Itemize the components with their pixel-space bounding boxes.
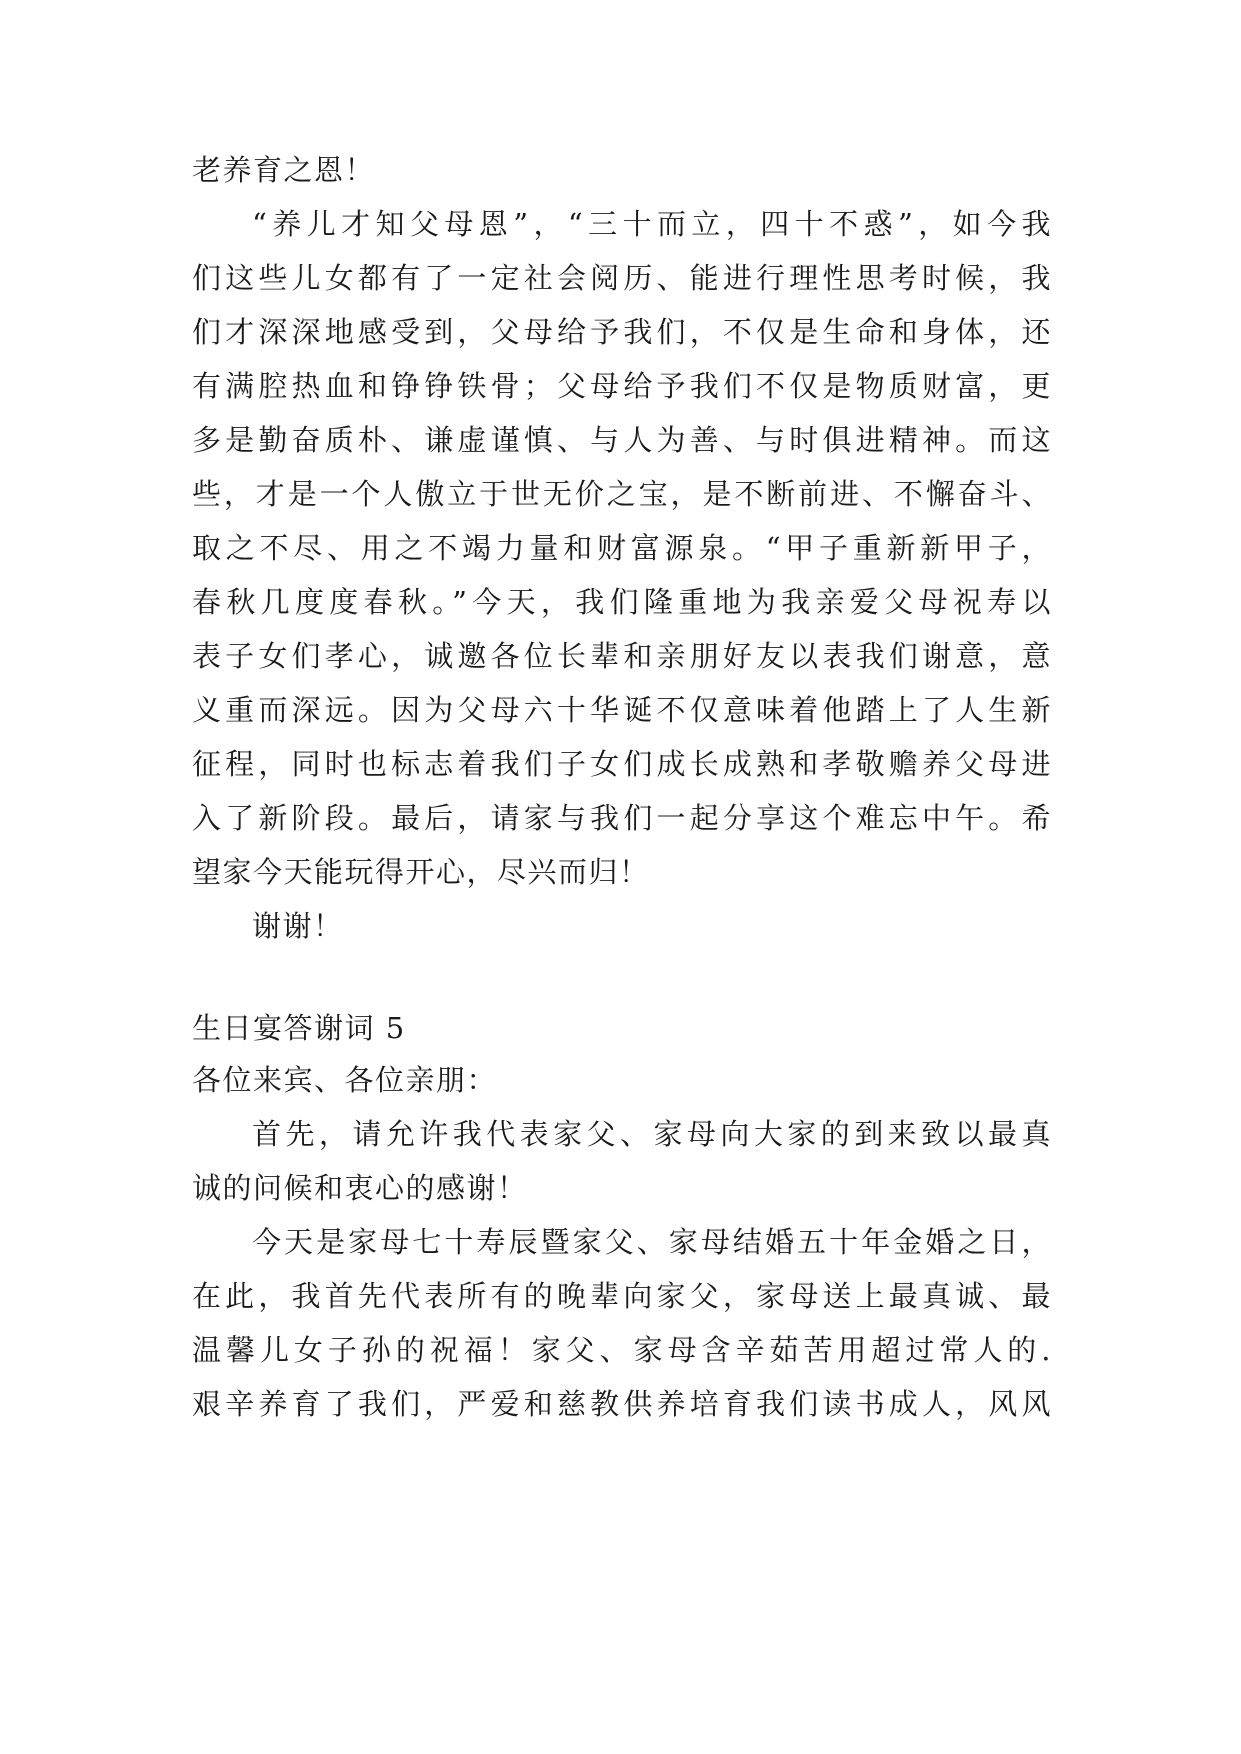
- paragraph-line: 今天是家母七十寿辰暨家父、家母结婚五十年金婚之日，: [252, 1225, 1052, 1259]
- paragraph-line: 艰辛养育了我们，严爱和慈教供养培育我们读书成人，风风: [192, 1387, 1052, 1421]
- paragraph-line: 老养育之恩！: [192, 153, 376, 187]
- paragraph-line: 入了新阶段。最后，请家与我们一起分享这个难忘中午。希: [192, 801, 1052, 835]
- paragraph-line: 在此，我首先代表所有的晚辈向家父，家母送上最真诚、最: [192, 1279, 1052, 1313]
- closing-thanks: 谢谢！: [252, 909, 344, 943]
- section-title: 生日宴答谢词 5: [192, 1011, 406, 1045]
- paragraph-line: 们才深深地感受到，父母给予我们，不仅是生命和身体，还: [192, 315, 1052, 349]
- paragraph-line: 春秋几度度春秋。”今天，我们隆重地为我亲爱父母祝寿以: [192, 585, 1052, 619]
- paragraph-line: 首先，请允许我代表家父、家母向大家的到来致以最真: [252, 1117, 1052, 1151]
- paragraph-line: 诚的问候和衷心的感谢！: [192, 1171, 528, 1205]
- paragraph-line: 义重而深远。因为父母六十华诞不仅意味着他踏上了人生新: [192, 693, 1052, 727]
- paragraph-line: 们这些儿女都有了一定社会阅历、能进行理性思考时候，我: [192, 261, 1052, 295]
- paragraph-line: 有满腔热血和铮铮铁骨；父母给予我们不仅是物质财富，更: [192, 369, 1052, 403]
- paragraph-line: 征程，同时也标志着我们子女们成长成熟和孝敬赡养父母进: [192, 747, 1052, 781]
- paragraph-line: “养儿才知父母恩”，“三十而立，四十不惑”，如今我: [252, 207, 1052, 241]
- paragraph-line: 望家今天能玩得开心，尽兴而归！: [192, 855, 650, 889]
- paragraph-line: 多是勤奋质朴、谦虚谨慎、与人为善、与时俱进精神。而这: [192, 423, 1052, 457]
- paragraph-line: 取之不尽、用之不竭力量和财富源泉。“甲子重新新甲子，: [192, 531, 1052, 565]
- salutation: 各位来宾、各位亲朋：: [192, 1063, 498, 1097]
- paragraph-line: 温馨儿女子孙的祝福！家父、家母含辛茹苦用超过常人的.: [192, 1333, 1052, 1367]
- paragraph-line: 表子女们孝心，诚邀各位长辈和亲朋好友以表我们谢意，意: [192, 639, 1052, 673]
- paragraph-line: 些，才是一个人傲立于世无价之宝，是不断前进、不懈奋斗、: [192, 477, 1052, 511]
